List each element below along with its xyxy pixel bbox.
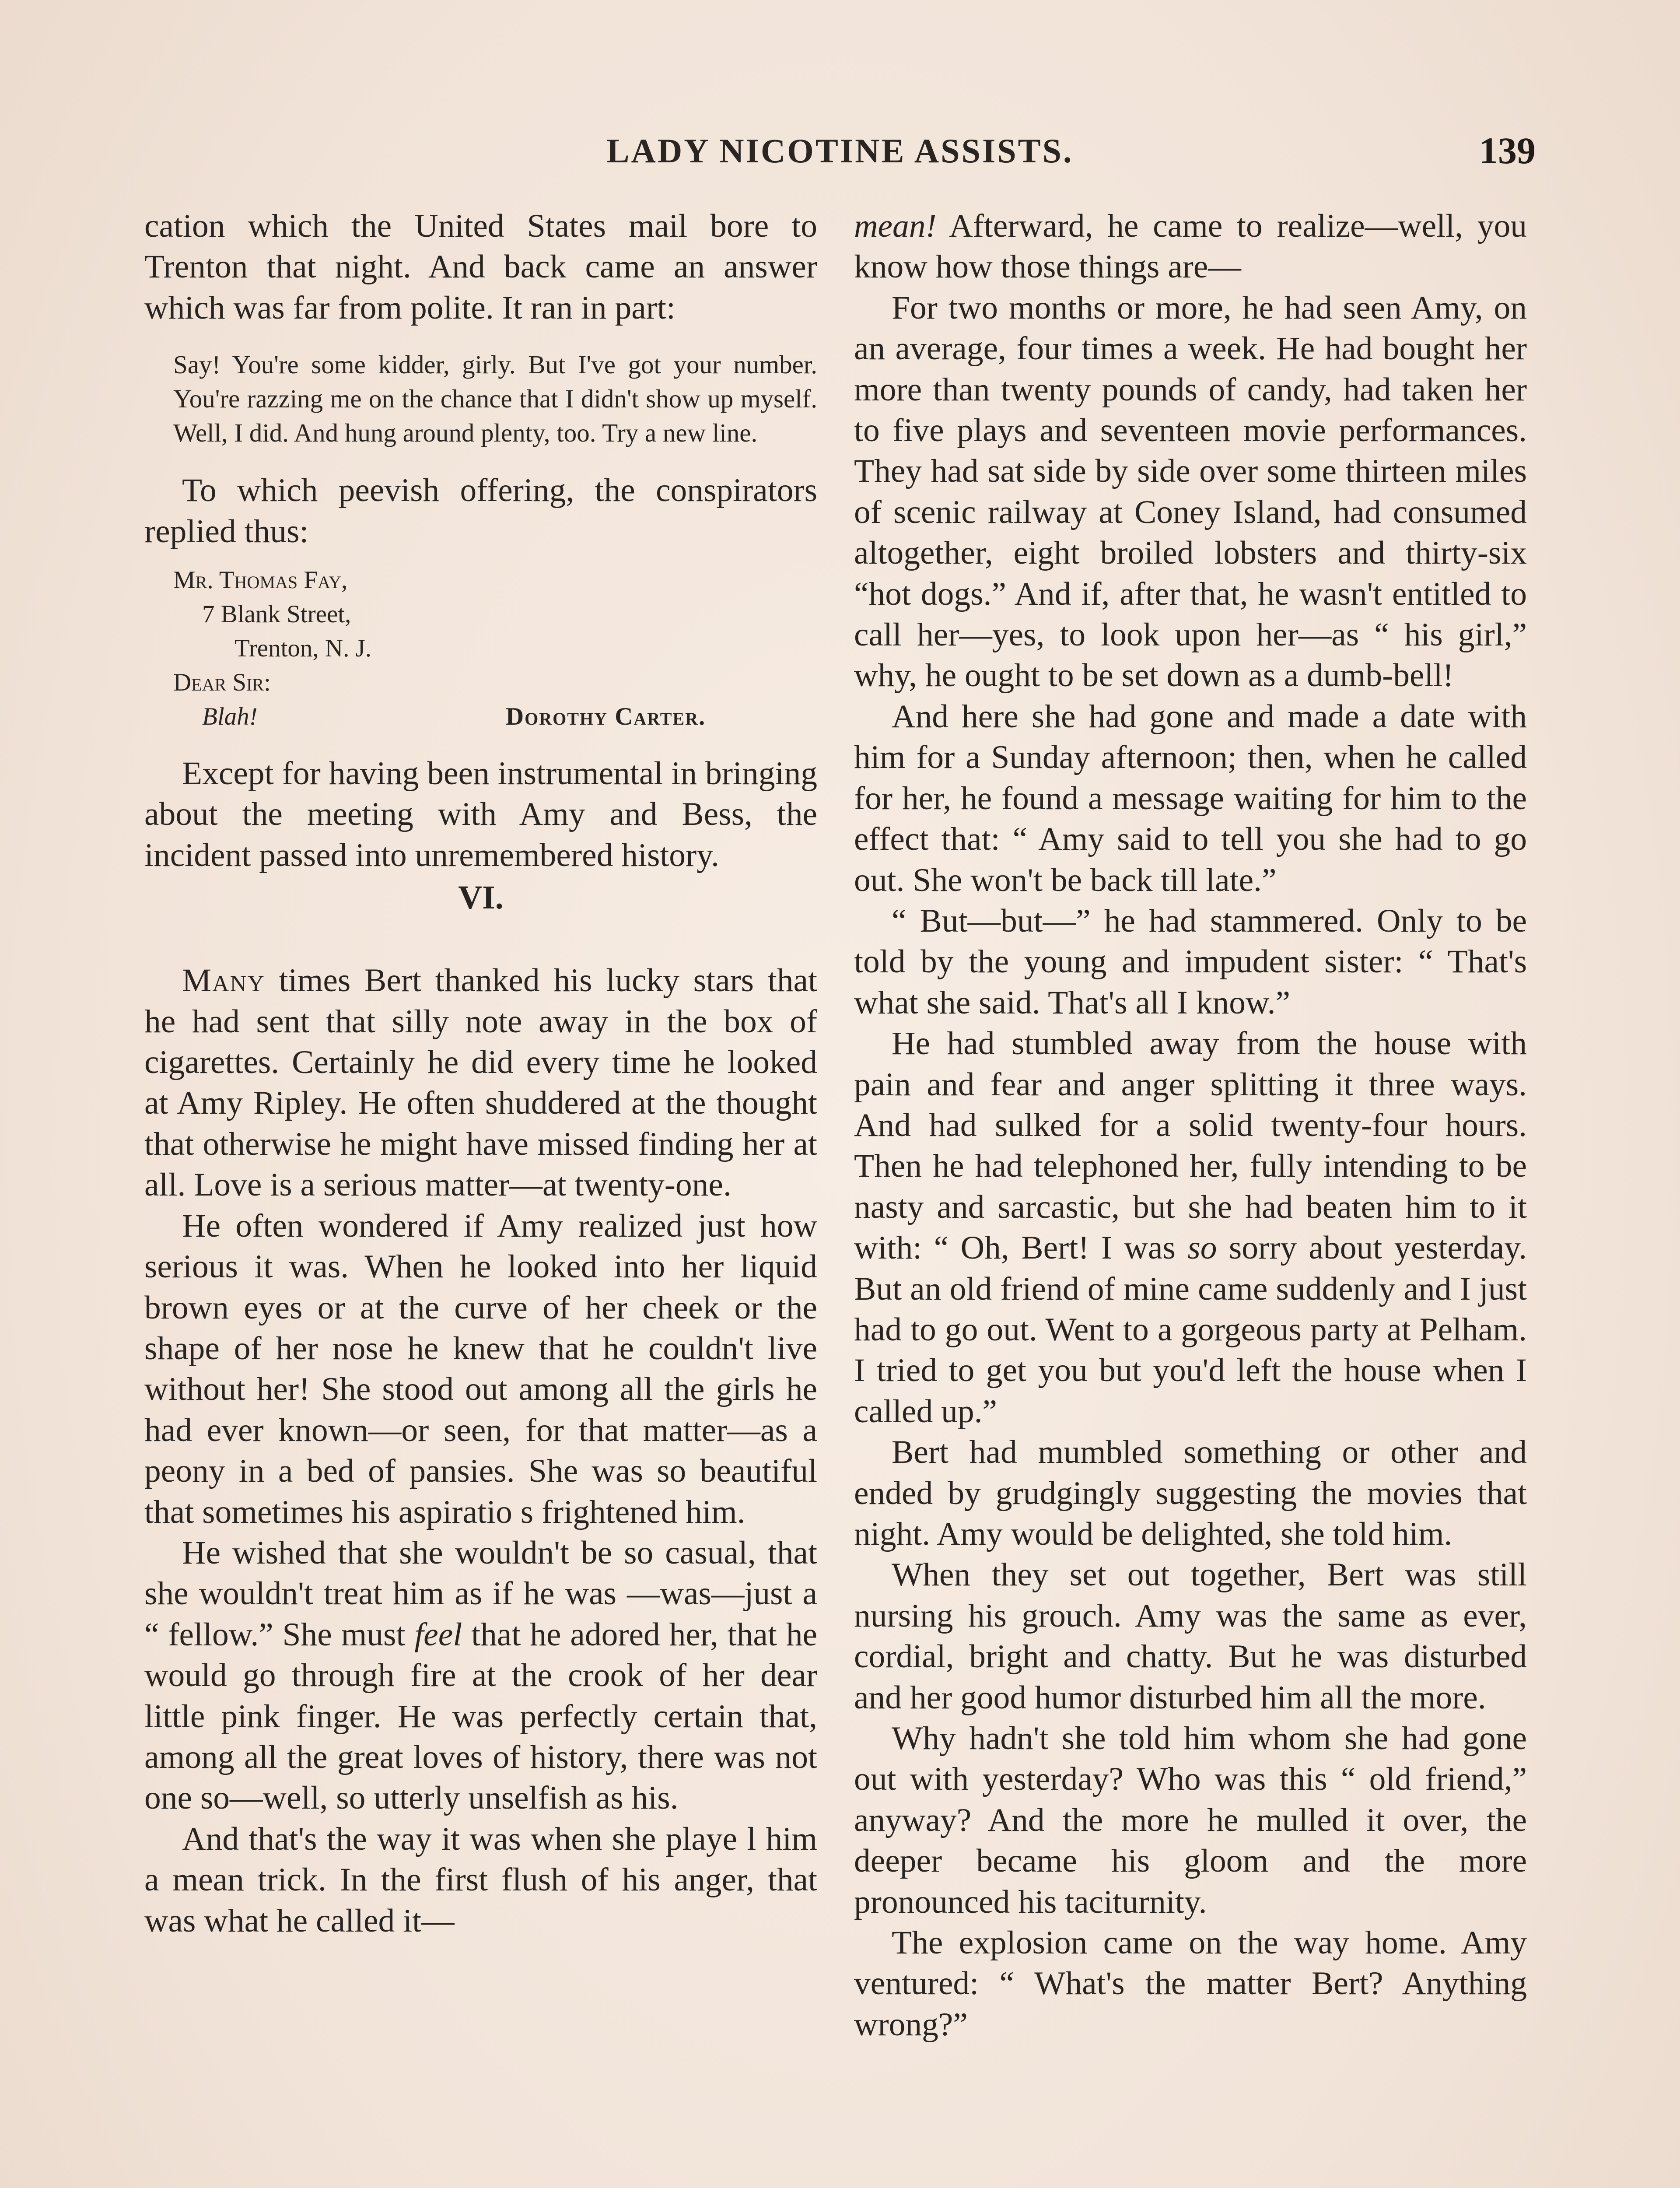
paragraph: cation which the United States mail bore to Trenton that night. And back came an answer which was far from polite. It ran in part: (144, 208, 817, 326)
paragraph-text: Afterward, he came to realize—well, you know how those things are— (854, 208, 1527, 285)
addressee-name: Mr. Thomas Fay, (173, 566, 348, 594)
paragraph: When they set out together, Bert was still nursing his grouch. Amy was the same as ever, cordial, bright and chatty. But he was disturbed and her good humor disturbed him all the more. (854, 1557, 1527, 1716)
paragraph-text: sorry about yesterday. But an old friend of mine came suddenly and I just had to go out. Went to a gorgeous party at Pelham. I tried to get you but you'd left the house when I called up.” (854, 1230, 1527, 1430)
emphasis: so (1187, 1230, 1217, 1266)
paragraph: And that's the way it was when she playe l him a mean trick. In the first flush of his anger, that was what he called it— (144, 1820, 817, 1939)
paragraph (854, 1023, 1527, 1432)
paragraph: He often wondered if Amy realized just how serious it was. When he looked into her liquid brown eyes or at the curve of her cheek or the shape of her nose he knew that he couldn't live without her! She stood out among all the girls he had ever known—or seen, for that matter—as a peony in a bed of pansies. She was so beautiful that sometimes his aspiratio s frightened him. (144, 1207, 817, 1530)
paragraph: Except for having been instrumental in bringing about the meeting with Amy and Bess, the incident passed into unremembered history. (144, 755, 817, 873)
letter-body: Blah! (202, 703, 258, 731)
paragraph: And here she had gone and made a date with him for a Sunday afternoon; then, when he called for her, he found a message waiting for him to the effect that: “ Amy said to tell you she had to go out. She won't be back till late.” (854, 698, 1527, 898)
reply-letter (144, 563, 817, 734)
emphasis: feel (414, 1616, 462, 1653)
lead-word: Many (182, 962, 265, 999)
section-heading: VI. (458, 879, 504, 916)
paragraph: “ But—but—” he had stammered. Only to be told by the young and impudent sister: “ That's what she said. That's all I know.” (854, 902, 1527, 1021)
paragraph-text: He wished that she wouldn't be so casual, that she wouldn't treat him as if he was —was—just a “ fellow.” She must (144, 1534, 817, 1653)
paragraph: Bert had mumbled something or other and ended by grudgingly suggesting the movies that night. Amy would be delighted, she told him. (854, 1434, 1527, 1552)
page-number: 139 (1479, 130, 1536, 172)
left-column (144, 206, 817, 1941)
running-head (0, 131, 1680, 184)
running-title: LADY NICOTINE ASSISTS. (606, 132, 1074, 170)
paragraph-text: times Bert thanked his lucky stars that he had sent that silly note away in the box of cigarettes. Certainly he did every time he looked at Amy Ripley. He often shuddered at the thought that otherwise he might have missed finding her at all. Love is a serious matter—at twenty-one. (144, 962, 817, 1203)
paragraph-text: that he adored her, that he would go through fire at the crook of her dear little pink finger. He was perfectly certain that, among all the great loves of history, there was not one so—well, so utterly unselfish as his. (144, 1616, 817, 1816)
addressee-city: Trenton, N. J. (234, 635, 372, 663)
paragraph (144, 960, 817, 1205)
paragraph: To which peevish offering, the conspirators replied thus: (144, 472, 817, 550)
letter-text: Say! You're some kidder, girly. But I've got your number. You're razzing me on the chance that I didn't show up myself. Well, I did. And hung around plenty, too. Try a new line. (173, 350, 817, 448)
letter-body-line (173, 700, 817, 734)
paragraph (144, 1532, 817, 1819)
signature: Dorothy Carter. (506, 703, 706, 731)
paragraph: For two months or more, he had seen Amy, on an average, four times a week. He had bought her more than twenty pounds of candy, had taken her to five plays and seventeen movie performances. They had sat side by side over some thirteen miles of scenic railway at Coney Island, had consumed altogether, eight broiled lobsters and thirty-six “hot dogs.” And if, after that, he wasn't entitled to call her—yes, to look upon her—as “ his girl,” why, he ought to be set down as a dumb-bell! (854, 289, 1527, 694)
right-column (854, 206, 1527, 2045)
paragraph: Why hadn't she told him whom she had gone out with yesterday? Who was this “ old friend,” anyway? And the more he mulled it over, the deeper became his gloom and the more pronounced his taciturnity. (854, 1720, 1527, 1920)
addressee-street: 7 Blank Street, (202, 600, 351, 628)
paragraph-text: He had stumbled away from the house with pain and fear and anger splitting it three ways. And had sulked for a solid twenty-four hours. Then he had telephoned her, fully intending to be nasty and sarcastic, but she had beaten him to it with: “ Oh, Bert! I was (854, 1025, 1527, 1266)
paragraph (854, 206, 1527, 288)
quoted-letter (144, 347, 817, 450)
emphasis: mean! (854, 208, 937, 244)
paragraph: The explosion came on the way home. Amy ventured: “ What's the matter Bert? Anything wrong?” (854, 1925, 1527, 2043)
salutation: Dear Sir: (173, 669, 271, 697)
